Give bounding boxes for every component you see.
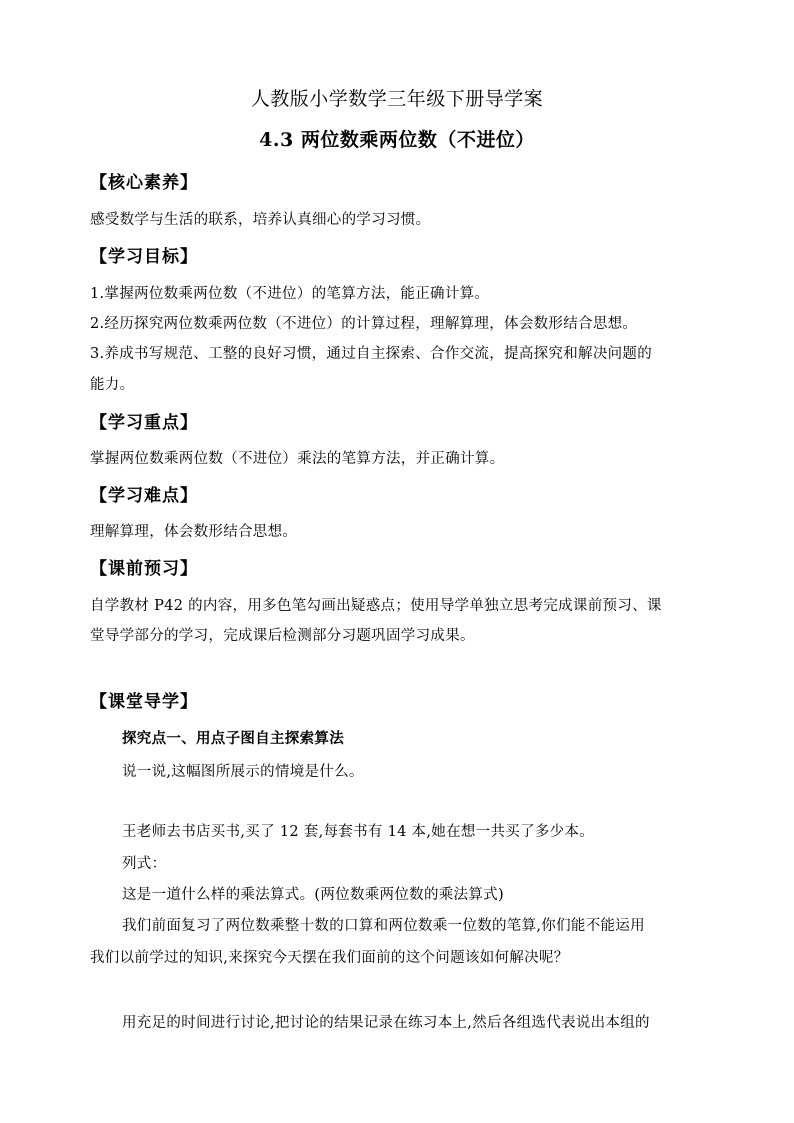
heading-classroom-guide: 【课堂导学】 — [90, 692, 198, 712]
classroom-line-5: 我们前面复习了两位数乘整十数的口算和两位数乘一位数的笔算,你们能不能运用 — [122, 918, 645, 934]
heading-learning-goals: 【学习目标】 — [90, 247, 198, 267]
document-title: 人教版小学数学三年级下册导学案 — [250, 88, 544, 110]
classroom-line-1: 说一说,这幅图所展示的情境是什么。 — [122, 764, 364, 780]
heading-core-literacy: 【核心素养】 — [90, 173, 198, 193]
classroom-line-6: 我们以前学过的知识,来探究今天摆在我们面前的这个问题该如何解决呢？ — [90, 950, 569, 966]
preview-text-line-2: 堂导学部分的学习，完成课后检测部分习题巩固学习成果。 — [90, 628, 475, 644]
core-literacy-text: 感受数学与生活的联系，培养认真细心的学习习惯。 — [90, 212, 431, 228]
classroom-line-3: 列式： — [122, 856, 167, 872]
learning-difficulty-text: 理解算理，体会数形结合思想。 — [90, 524, 298, 540]
exploration-point-1: 探究点一、用点子图自主探索算法 — [122, 730, 344, 747]
heading-preview: 【课前预习】 — [90, 559, 198, 579]
classroom-line-2: 王老师去书店买书,买了 12 套,每套书有 14 本,她在想一共买了多少本。 — [122, 824, 595, 840]
heading-learning-focus: 【学习重点】 — [90, 413, 198, 433]
goal-item-1: 1.掌握两位数乘两位数（不进位）的笔算方法，能正确计算。 — [90, 286, 490, 302]
goal-item-3-line-1: 3.养成书写规范、工整的良好习惯，通过自主探索、合作交流，提高探究和解决问题的 — [90, 346, 653, 362]
preview-text-line-1: 自学教材 P42 的内容，用多色笔勾画出疑惑点；使用导学单独立思考完成课前预习、课 — [90, 598, 662, 614]
classroom-line-7: 用充足的时间进行讨论,把讨论的结果记录在练习本上,然后各组选代表说出本组的 — [122, 1015, 650, 1031]
lesson-title: 4.3 两位数乘两位数（不进位） — [259, 129, 535, 151]
heading-learning-difficulty: 【学习难点】 — [90, 486, 198, 506]
goal-item-3-line-2: 能力。 — [90, 377, 135, 393]
goal-item-2: 2.经历探究两位数乘两位数（不进位）的计算过程，理解算理，体会数形结合思想。 — [90, 316, 638, 332]
classroom-line-4: 这是一道什么样的乘法算式。(两位数乘两位数的乘法算式) — [122, 887, 504, 903]
learning-focus-text: 掌握两位数乘两位数（不进位）乘法的笔算方法，并正确计算。 — [90, 451, 505, 467]
